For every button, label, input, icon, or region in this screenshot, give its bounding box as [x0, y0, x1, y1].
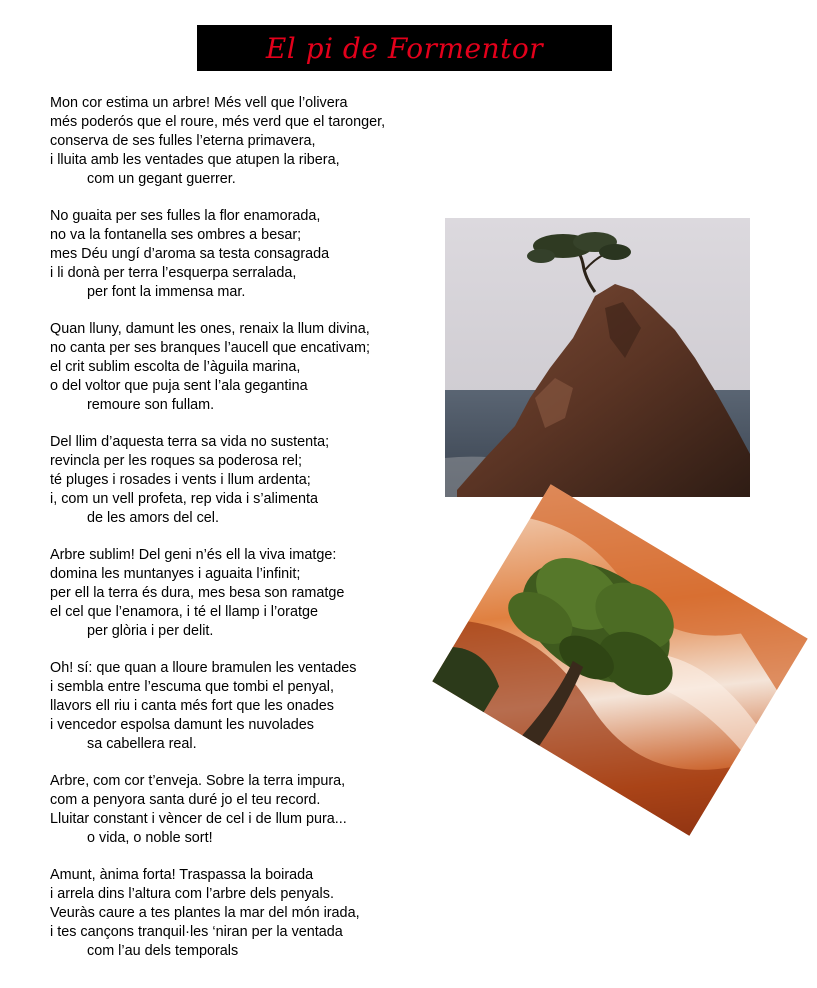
stanza-6 — [50, 659, 450, 754]
poem-line: més poderós que el roure, més verd que el taronger, — [50, 114, 386, 130]
poem-line: i vencedor espolsa damunt les nuvolades — [50, 717, 314, 733]
stanza-1 — [50, 94, 450, 189]
pine-sunset-photo — [432, 484, 808, 836]
poem-line: no canta per ses branques l’aucell que encativam; — [50, 340, 370, 356]
poem-line: té pluges i rosades i vents i llum ardenta; — [50, 472, 311, 488]
poem-line: i li donà per terra l’esquerpa serralada, — [50, 265, 297, 281]
poem-line-refrain: remoure son fullam. — [87, 397, 215, 413]
poem-line: No guaita per ses fulles la flor enamorada, — [50, 208, 321, 224]
poem-body — [50, 94, 450, 979]
poem-line: revincla per les roques sa poderosa rel; — [50, 453, 302, 469]
stanza-4 — [50, 433, 450, 528]
stanza-8 — [50, 866, 450, 961]
stanza-7 — [50, 772, 450, 848]
poem-line: Del llim d’aquesta terra sa vida no sustenta; — [50, 434, 330, 450]
poem-line-refrain: com l’au dels temporals — [87, 943, 239, 959]
poem-line: i tes cançons tranquil·les ‘niran per la ventada — [50, 924, 343, 940]
poem-line: per ell la terra és dura, mes besa son ramatge — [50, 585, 345, 601]
poem-line-refrain: de les amors del cel. — [87, 510, 219, 526]
pine-on-rock-photo — [445, 218, 750, 497]
poem-line-refrain: per glòria i per delit. — [87, 623, 214, 639]
poem-line: Oh! sí: que quan a lloure bramulen les ventades — [50, 660, 357, 676]
poem-line: i lluita amb les ventades que atupen la ribera, — [50, 152, 340, 168]
poem-line: i, com un vell profeta, rep vida i s’alimenta — [50, 491, 318, 507]
poem-line: i sembla entre l’escuma que tombi el penyal, — [50, 679, 334, 695]
poem-line: no va la fontanella ses ombres a besar; — [50, 227, 302, 243]
poem-line: Mon cor estima un arbre! Més vell que l’olivera — [50, 95, 348, 111]
poem-line: Arbre, com cor t’enveja. Sobre la terra impura, — [50, 773, 346, 789]
poem-line: el crit sublim escolta de l’àguila marina, — [50, 359, 301, 375]
poem-line: Quan lluny, damunt les ones, renaix la llum divina, — [50, 321, 370, 337]
poem-line-refrain: per font la immensa mar. — [87, 284, 246, 300]
poem-line: domina les muntanyes i aguaita l’infinit; — [50, 566, 301, 582]
poem-line-refrain: com un gegant guerrer. — [87, 171, 236, 187]
poem-line: llavors ell riu i canta més fort que les onades — [50, 698, 334, 714]
poem-line: Lluitar constant i vèncer de cel i de llum pura... — [50, 811, 347, 827]
poem-line: conserva de ses fulles l’eterna primavera, — [50, 133, 316, 149]
poem-title: El pi de Formentor — [265, 31, 544, 65]
poem-line: Arbre sublim! Del geni n’és ell la viva imatge: — [50, 547, 337, 563]
poem-line: i arrela dins l’altura com l’arbre dels penyals. — [50, 886, 334, 902]
stanza-2 — [50, 207, 450, 302]
poem-line: o del voltor que puja sent l’ala gegantina — [50, 378, 308, 394]
poem-line: Veuràs caure a tes plantes la mar del món irada, — [50, 905, 360, 921]
poem-line-refrain: sa cabellera real. — [87, 736, 197, 752]
poem-line: el cel que l’enamora, i té el llamp i l’oratge — [50, 604, 318, 620]
poem-line: Amunt, ànima forta! Traspassa la boirada — [50, 867, 314, 883]
title-banner — [197, 25, 612, 71]
stanza-3 — [50, 320, 450, 415]
stanza-5 — [50, 546, 450, 641]
poem-line-refrain: o vida, o noble sort! — [87, 830, 213, 846]
poem-line: mes Déu ungí d’aroma sa testa consagrada — [50, 246, 330, 262]
poem-line: com a penyora santa duré jo el teu record. — [50, 792, 321, 808]
